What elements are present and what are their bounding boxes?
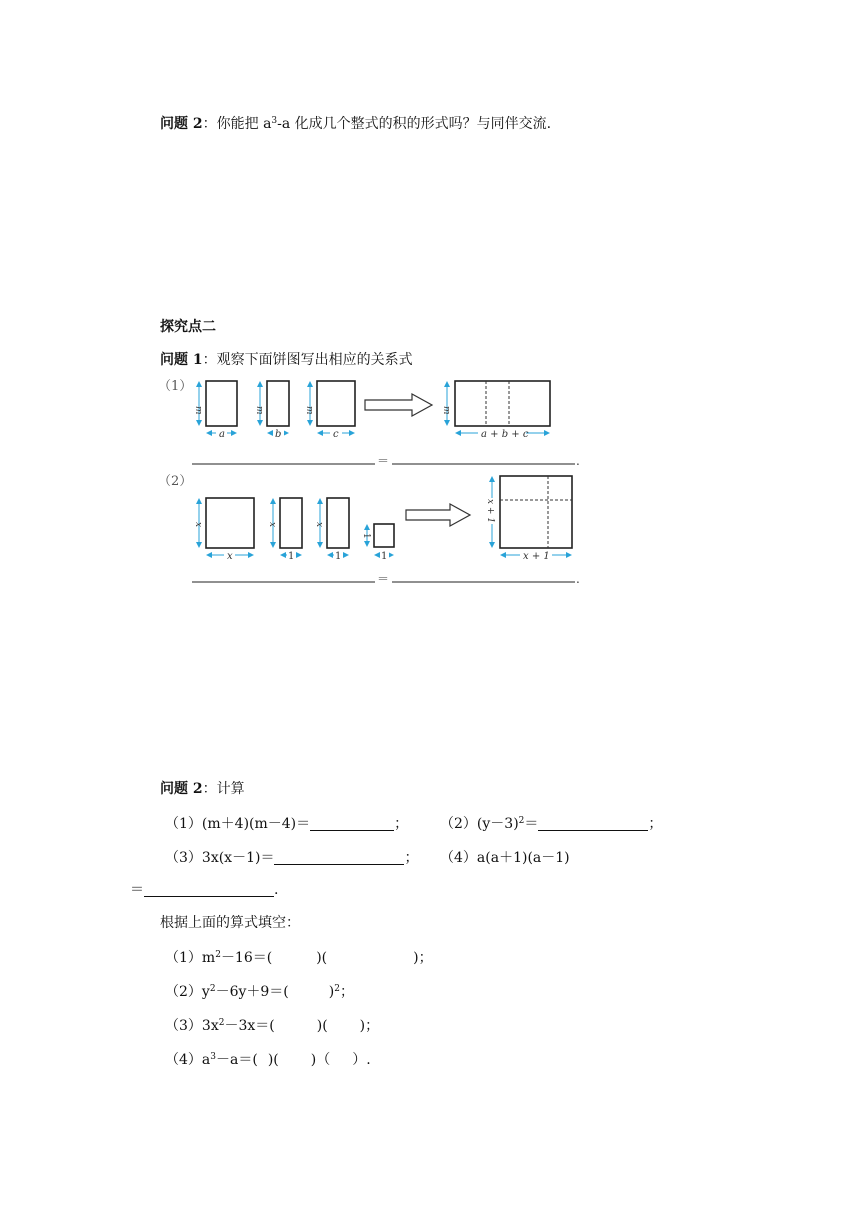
rect-m-by-c	[304, 381, 355, 440]
expression: a(a＋1)(a－1)	[476, 850, 570, 866]
fill-item-1	[165, 947, 433, 967]
question-label: 问题 1	[160, 352, 203, 368]
expression: )；	[413, 950, 433, 966]
item-end: ；	[394, 816, 409, 832]
expression: m	[201, 950, 216, 966]
expression: a	[201, 1052, 211, 1068]
question-2-line	[160, 113, 551, 133]
expression: )(	[316, 950, 328, 966]
exponent: 2	[215, 950, 221, 960]
item-index: （4）	[440, 850, 477, 866]
fill-title: 根据上面的算式填空：	[160, 915, 300, 931]
item-index: （1）	[165, 816, 202, 832]
label-c: c	[333, 429, 339, 440]
question-text: ：计算	[202, 781, 245, 797]
equals-sign: ＝	[130, 882, 144, 898]
answer-blank[interactable]	[310, 815, 394, 831]
colon: ：	[202, 116, 217, 132]
expression: －a＝(	[216, 1052, 258, 1068]
expression: －6y＋9＝(	[215, 984, 289, 1000]
item-end: ；	[404, 850, 419, 866]
item-end: ；	[339, 984, 354, 1000]
exponent: 2	[218, 1018, 225, 1028]
expression: －16＝(	[220, 950, 273, 966]
expression: (y－3)	[476, 816, 519, 832]
label-one: 1	[335, 551, 342, 562]
square-x-by-x	[193, 498, 254, 562]
item-end: .	[274, 882, 279, 898]
period: .	[576, 454, 580, 468]
item-index: （2）	[440, 816, 477, 832]
label-x: x	[227, 551, 233, 562]
label-m: m	[441, 406, 451, 415]
item-index: （3）	[165, 1018, 202, 1034]
square-1-by-1	[361, 524, 394, 562]
question-1-line	[160, 349, 413, 369]
item-index: （1）	[165, 950, 202, 966]
label-x-plus-1: x + 1	[485, 499, 495, 524]
rect-x-by-1-a	[267, 498, 302, 562]
question-text: 你能把 a	[216, 116, 272, 132]
item-index: （3）	[165, 850, 202, 866]
rect-x-by-1-b	[314, 498, 349, 562]
question-text: ：观察下面饼图写出相应的关系式	[202, 352, 413, 368]
item-index: （4）	[165, 1052, 202, 1068]
arrow-right-icon	[406, 504, 470, 526]
expression: ＝	[524, 816, 539, 832]
arrow-right-icon	[365, 394, 432, 416]
label-one: 1	[361, 533, 371, 539]
row1-tag: （1）	[158, 379, 193, 394]
row2-tag: （2）	[158, 474, 193, 489]
answer-blank[interactable]	[274, 849, 404, 865]
rect-m-by-b	[254, 381, 289, 440]
label-a: a	[219, 429, 225, 440]
exponent: 2	[518, 816, 525, 826]
period: .	[576, 572, 580, 586]
expression: )(	[316, 1018, 328, 1034]
area-model-figure	[150, 372, 600, 594]
question-label: 问题 2	[160, 781, 203, 797]
label-one: 1	[381, 551, 388, 562]
label-x: x	[193, 522, 203, 528]
question-label: 问题 2	[160, 116, 203, 132]
item-index: （2）	[165, 984, 202, 1000]
rect-m-by-a	[193, 381, 237, 440]
exponent: 3	[271, 116, 278, 126]
label-a-plus-b-plus-c: a + b + c	[481, 429, 529, 440]
fill-item-4	[165, 1049, 371, 1069]
label-m: m	[304, 406, 314, 415]
expression: ）.	[352, 1052, 371, 1068]
exponent: 2	[209, 984, 216, 994]
answer-blank[interactable]	[538, 815, 648, 831]
square-x-plus-1	[485, 476, 572, 562]
expression: －3x＝(	[224, 1018, 275, 1034]
rect-m-by-sum	[441, 381, 550, 440]
expression: )	[328, 984, 335, 1000]
answer-blank[interactable]	[144, 881, 274, 897]
fill-item-2	[165, 981, 354, 1001]
question-text-cont: -a 化成几个整式的积的形式吗？与同伴交流.	[277, 116, 552, 132]
label-x: x	[267, 522, 277, 528]
compute-item-4-cont	[130, 879, 278, 899]
expression: )；	[359, 1018, 380, 1034]
equals-sign: ＝	[377, 572, 390, 586]
expression: 3x(x－1)＝	[201, 850, 275, 866]
expression: )（	[310, 1052, 331, 1068]
exponent: 2	[334, 984, 340, 994]
label-x-plus-1: x + 1	[523, 551, 550, 562]
expression: )(	[267, 1052, 279, 1068]
fill-item-3	[165, 1015, 379, 1035]
compute-item-1	[165, 813, 408, 833]
compute-item-3	[165, 847, 418, 867]
expression: y	[201, 984, 210, 1000]
label-m: m	[254, 406, 264, 415]
label-b: b	[275, 429, 282, 440]
compute-item-4	[440, 847, 570, 867]
expression: (m＋4)(m－4)＝	[201, 816, 311, 832]
question-2-compute	[160, 778, 245, 798]
section-heading: 探究点二	[160, 319, 216, 335]
compute-item-2	[440, 813, 662, 833]
label-m: m	[193, 406, 203, 415]
expression: 3x	[201, 1018, 219, 1034]
item-end: ；	[648, 816, 663, 832]
label-x: x	[314, 522, 324, 528]
label-one: 1	[288, 551, 295, 562]
exponent: 3	[210, 1052, 217, 1062]
equals-sign: ＝	[377, 454, 390, 468]
